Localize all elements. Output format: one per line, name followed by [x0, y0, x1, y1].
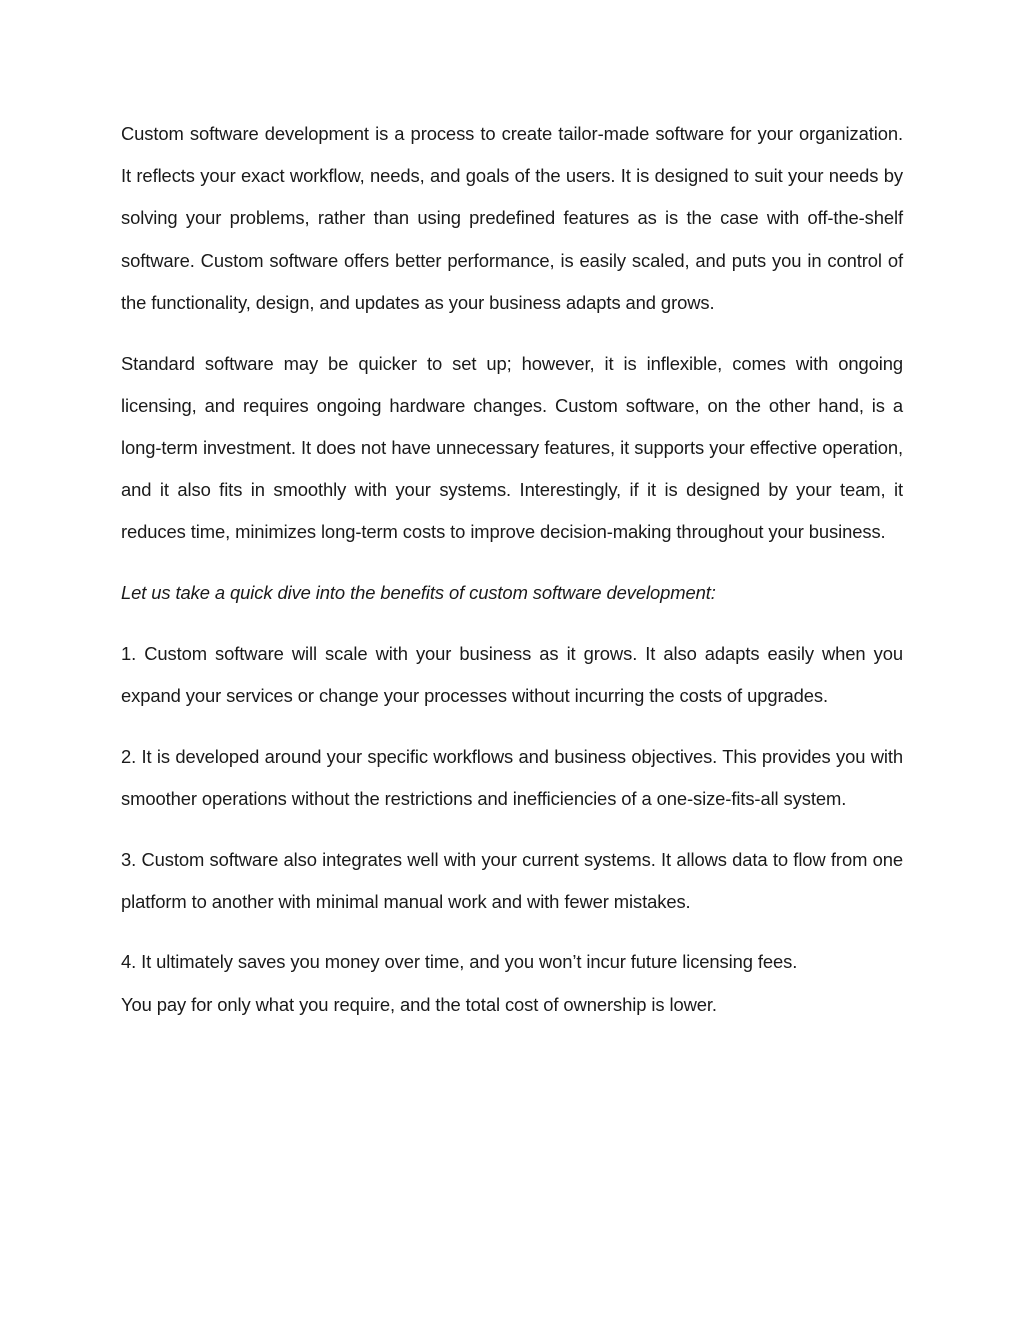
benefit-item-1: 1. Custom software will scale with your business as it grows. It also adapts easily when you expand your services or change your processes without incurring the costs of upgrades. [121, 642, 903, 706]
benefit-item-4 [121, 941, 903, 1025]
benefits-intro-paragraph: Let us take a quick dive into the benefits of custom software development: [121, 582, 716, 604]
document-page [121, 113, 903, 1044]
benefit-item-3: 3. Custom software also integrates well with your current systems. It allows data to flow from one platform to another with minimal manual work and with fewer mistakes. [121, 848, 903, 912]
standard-vs-custom-paragraph: Standard software may be quicker to set up; however, it is inflexible, comes with ongoing licensing, and requires ongoing hardware changes. Custom software, on the other hand, is a long-term investment. It does not have unnecessary features, it supports your effective operation, and it also fits in smoothly with your systems. Interestingly, if it is designed by your team, it reduces time, minimizes long-term costs to improve decision-making throughout your business. [121, 352, 903, 543]
benefit-item-2: 2. It is developed around your specific workflows and business objectives. This provides you with smoother operations without the restrictions and inefficiencies of a one-size-fits-all system. [121, 745, 903, 809]
benefit-item-4-line-1: 4. It ultimately saves you money over time, and you won’t incur future licensing fees. [121, 951, 798, 973]
benefit-item-4-line-2: You pay for only what you require, and the total cost of ownership is lower. [121, 993, 717, 1015]
intro-paragraph: Custom software development is a process to create tailor-made software for your organization. It reflects your exact workflow, needs, and goals of the users. It is designed to suit your needs by solving your problems, rather than using predefined features as is the case with off-the-shelf software. Custom software offers better performance, is easily scaled, and puts you in control of the functionality, design, and updates as your business adapts and grows. [121, 123, 903, 313]
